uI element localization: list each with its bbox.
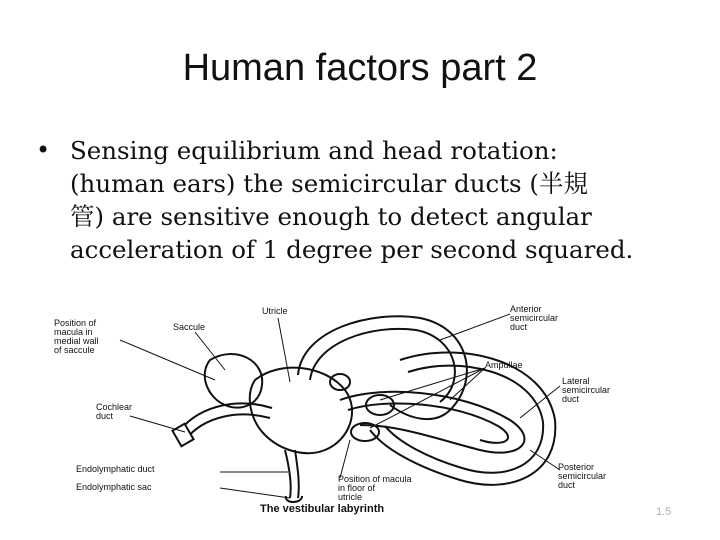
bullet-marker: •	[36, 136, 51, 164]
vestibular-labyrinth-diagram	[40, 300, 680, 520]
label-cochlear-duct: Cochlear duct	[96, 402, 133, 421]
label-lateral-duct: Lateral semicircular duct	[562, 376, 611, 404]
cochlear-duct-shape	[185, 414, 270, 440]
label-ampullae: Ampullae	[485, 360, 523, 370]
label-anterior-duct: Anterior semicircular duct	[510, 304, 559, 332]
bullet-text	[70, 134, 696, 266]
bullet-line: Sensing equilibrium and head rotation:	[70, 136, 558, 165]
label-utricle: Utricle	[262, 306, 288, 316]
label-macula-saccule: Position of macula in medial wall of saccule	[54, 318, 99, 355]
endolymphatic-duct-shape	[285, 450, 291, 498]
label-posterior-duct: Posterior semicircular duct	[558, 462, 607, 490]
bullet-point	[36, 134, 696, 266]
bullet-line: (human ears) the semicircular ducts (半規	[70, 169, 588, 198]
label-endolymphatic-duct: Endolymphatic duct	[76, 464, 155, 474]
label-endolymphatic-sac: Endolymphatic sac	[76, 482, 152, 492]
slide-title: Human factors part 2	[182, 47, 538, 89]
bullet-line: acceleration of 1 degree per second squared.	[70, 235, 634, 264]
endolymphatic-sac-shape	[286, 496, 302, 502]
label-saccule: Saccule	[173, 322, 206, 332]
slide-number: 1.5	[656, 506, 672, 518]
posterior-duct-shape	[370, 353, 555, 485]
utricle-shape	[250, 368, 352, 453]
figure-caption: The vestibular labyrinth	[260, 503, 385, 515]
bullet-line: 管) are sensitive enough to detect angular	[70, 202, 592, 231]
label-macula-utricle: Position of macula in floor of utricle	[338, 474, 412, 502]
